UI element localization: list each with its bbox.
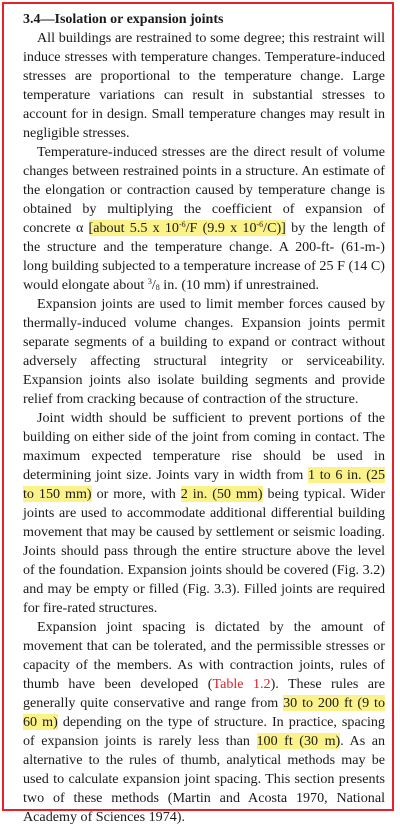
highlight-spacing-range: 30 to 200 ft (9 to 60 m) — [23, 695, 385, 730]
hl-coef-c: /C)] — [263, 220, 286, 236]
p5-text-a: Expansion joint spacing is dictated by the amount of movement that can be tolerated, and the permissible stresses or capacity of the members. As with contraction joints, rules of thumb have been developed ( — [23, 619, 385, 692]
frac-denominator: 8 — [155, 283, 160, 292]
p4-text-b: or more, with — [91, 486, 181, 502]
highlight-min-spacing: 100 ft (30 m) — [256, 733, 341, 749]
highlight-typical-width: 2 in. (50 mm) — [180, 486, 263, 502]
p4-text-c: being typical. Wider joints are used to accommodate additional differential building movement that may be caused by settlement or seismic loading. Joints should pass through the entire structure above the level of the foundation. Expansion joints should be covered (Fig. 3.2) and may be empty or filled (Fig. 3.3). Filled joints are required for fire-rated structures. — [23, 486, 386, 616]
paragraph-1: All buildings are restrained to some degree; this restraint will induce stresses with temperature changes. Temperature-induced stresses are proportional to the temperature change. Large temperature variations can result in substantial stresses to account for in design. Small temperature changes may result in negligible stresses. — [23, 30, 385, 141]
section-heading: 3.4—Isolation or expansion joints — [23, 12, 224, 27]
hl-coef-a: [about 5.5 x 10 — [88, 220, 179, 236]
highlight-coefficient — [89, 220, 286, 236]
p5-text-b: ). These rules are generally quite conservative and range from — [23, 676, 385, 711]
p2-text-b: by the length of the structure and the temperature change. A 200-ft- (61-m-) long building subjected to a temperature increase of 25 F (14 C) would elongate about — [23, 220, 386, 293]
document-body — [23, 10, 385, 827]
p5-text-c: depending on the type of structure. In practice, spacing of expansion joints is rarely less than — [23, 714, 385, 749]
paragraph-2 — [23, 143, 385, 295]
p4-text-a: Joint width should be sufficient to prevent portions of the building on either side of the joint from coming in contact. The maximum expected temperature rise should be used in determining joint size. Joints vary in width from — [23, 410, 385, 483]
p2-text-c: in. (10 mm) if unrestrained. — [159, 277, 320, 293]
p5-text-d: . As an alternative to the rules of thumb, analytical methods may be used to calculate expansion joint spacing. This section presents two of these methods (Martin and Acosta 1970, National Academy of Sciences 1974). — [23, 733, 385, 825]
hl-coef-exp1: -6 — [178, 220, 186, 229]
highlight-joint-width: 1 to 6 in. (25 to 150 mm) — [23, 467, 385, 502]
fraction-three-eighths: $^3/_8$ — [147, 277, 160, 293]
paragraph-3: Expansion joints are used to limit member forces caused by thermally-induced volume changes. Expansion joints permit separate segments of a building to expand or contract without adversely affecting structural integrity or serviceability. Expansion joints also isolate building segments and provide relief from cracking because of contraction of the structure. — [23, 296, 385, 407]
frac-numerator: 3 — [147, 277, 152, 286]
page-frame — [2, 2, 394, 825]
table-reference-link[interactable]: Table 1.2 — [212, 676, 271, 692]
paragraph-5 — [23, 618, 385, 827]
paragraph-4 — [23, 409, 385, 618]
hl-coef-exp2: -6 — [256, 220, 264, 229]
hl-coef-b: /F (9.9 x 10 — [185, 220, 257, 236]
p2-text-a: Temperature-induced stresses are the direct result of volume changes between restrained points in a structure. An estimate of the elongation or contraction caused by temperature change is obtained by multiplying the coefficient of expansion of concrete α — [23, 144, 385, 236]
